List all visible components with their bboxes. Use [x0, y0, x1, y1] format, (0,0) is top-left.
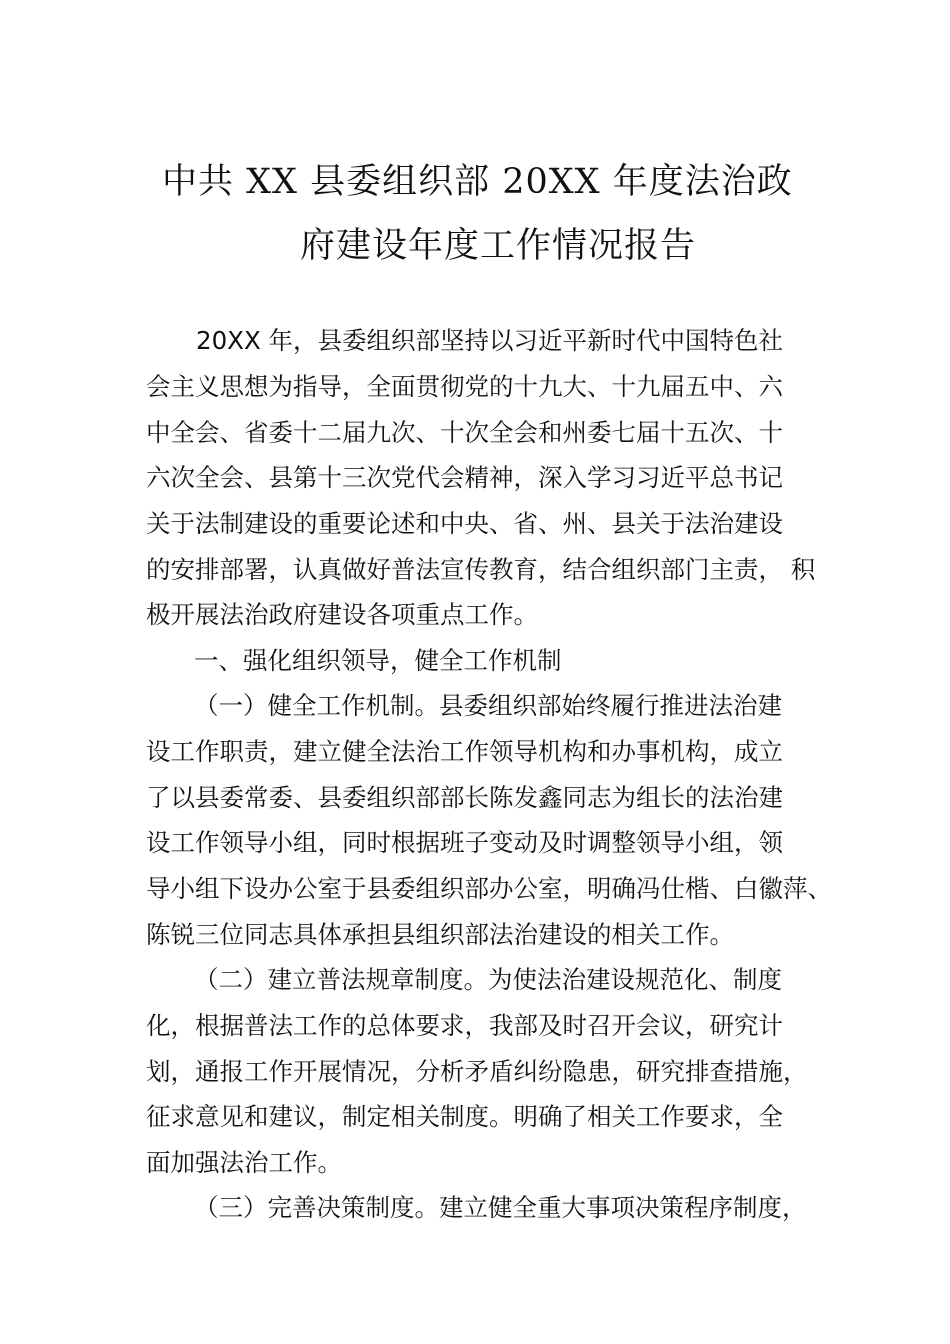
body-line: 化，根据普法工作的总体要求，我部及时召开会议，研究计	[146, 1011, 783, 1040]
body-line: 导小组下设办公室于县委组织部办公室，明确冯仕楷、白徽萍、	[146, 874, 832, 903]
body-line: 设工作职责，建立健全法治工作领导机构和办事机构，成立	[146, 737, 783, 766]
body-line: 20XX 年，县委组织部坚持以习近平新时代中国特色社	[196, 326, 784, 355]
body-line: （一）健全工作机制。县委组织部始终履行推进法治建	[194, 691, 782, 720]
body-line: 的安排部署，认真做好普法宣传教育，结合组织部门主责， 积	[146, 555, 816, 584]
body-line: 会主义思想为指导，全面贯彻党的十九大、十九届五中、六	[146, 372, 783, 401]
body-line: （二）建立普法规章制度。为使法治建设规范化、制度	[194, 965, 782, 994]
body-line: 划，通报工作开展情况，分析矛盾纠纷隐患，研究排查措施，	[146, 1057, 808, 1086]
body-line: 了以县委常委、县委组织部部长陈发鑫同志为组长的法治建	[146, 783, 783, 812]
body-line: 中全会、省委十二届九次、十次全会和州委七届十五次、十	[146, 418, 783, 447]
body-line: 极开展法治政府建设各项重点工作。	[146, 600, 538, 629]
body-line: 关于法制建设的重要论述和中央、省、州、县关于法治建设	[146, 509, 783, 538]
body-line: 征求意见和建议，制定相关制度。明确了相关工作要求，全	[146, 1102, 783, 1131]
body-line: 设工作领导小组，同时根据班子变动及时调整领导小组，领	[146, 828, 783, 857]
body-line: （三）完善决策制度。建立健全重大事项决策程序制度，	[194, 1193, 807, 1222]
body-line: 陈锐三位同志具体承担县组织部法治建设的相关工作。	[146, 920, 734, 949]
document-title-line-2: 府建设年度工作情况报告	[300, 226, 697, 266]
section-heading: 一、强化组织领导，健全工作机制	[194, 646, 562, 675]
body-line: 面加强法治工作。	[146, 1148, 342, 1177]
body-line: 六次全会、县第十三次党代会精神，深入学习习近平总书记	[146, 463, 783, 492]
document-title-line-1: 中共 XX 县委组织部 20XX 年度法治政	[162, 162, 793, 202]
